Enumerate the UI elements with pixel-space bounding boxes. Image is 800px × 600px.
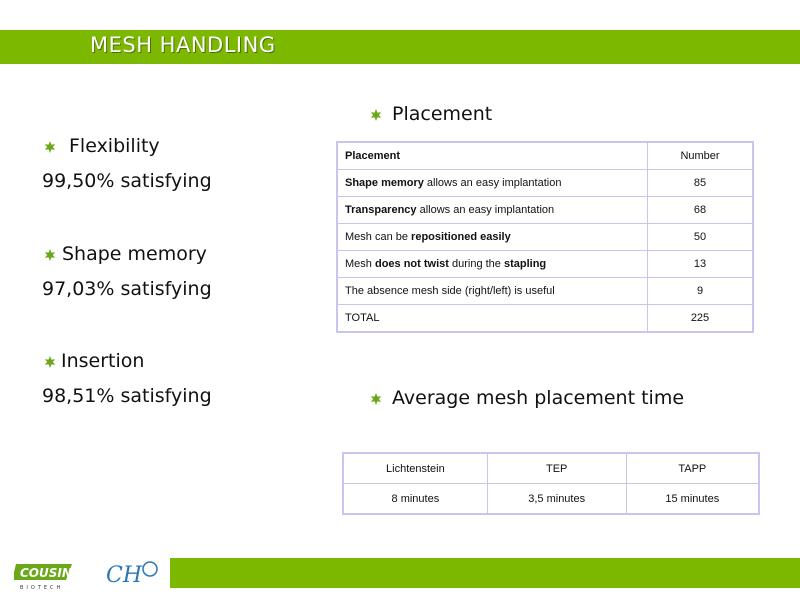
- footer-bar: [170, 558, 800, 588]
- star-bullet-icon: [370, 393, 382, 405]
- criterion-text: allows an easy implantation: [423, 177, 562, 189]
- star-bullet-icon: [44, 141, 56, 153]
- total-row: [337, 305, 753, 333]
- criterion-text: stapling: [503, 258, 547, 270]
- table-cell: 15 minutes: [626, 484, 759, 515]
- criterion-text: does not twist: [374, 258, 449, 270]
- criterion-text: Mesh: [345, 258, 375, 270]
- insertion-heading: Insertion: [44, 350, 212, 372]
- table-row: [337, 251, 753, 278]
- table-cell: 8 minutes: [343, 484, 487, 515]
- criterion-cell: [337, 197, 648, 224]
- criterion-text: The absence mesh side (right/left) is useful: [345, 285, 555, 297]
- table-row: [343, 484, 759, 515]
- star-bullet-icon: [44, 249, 56, 261]
- flexibility-heading: Flexibility: [44, 135, 212, 157]
- table-row: [337, 278, 753, 305]
- title-bar: [0, 30, 800, 64]
- criterion-cell: [337, 170, 648, 197]
- number-cell: 85: [648, 170, 754, 197]
- total-value: 225: [648, 305, 754, 333]
- table-header-row: [343, 453, 759, 484]
- company-logo: [14, 556, 164, 592]
- flexibility-block: [44, 135, 212, 192]
- number-cell: 50: [648, 224, 754, 251]
- shape-memory-block: [44, 243, 212, 300]
- star-bullet-icon: [44, 356, 56, 368]
- criterion-text: Shape memory: [345, 177, 424, 189]
- placement-heading: Placement: [370, 103, 492, 125]
- criterion-text: during the: [448, 258, 504, 270]
- shape-memory-heading: Shape memory: [44, 243, 212, 265]
- logo-sub-text: BIOTECH: [20, 585, 64, 591]
- insertion-value: 98,51% satisfying: [42, 385, 212, 407]
- placement-time-table: [342, 452, 760, 515]
- criterion-text: repositioned easily: [411, 231, 511, 243]
- table-header-cell: Lichtenstein: [343, 453, 487, 484]
- logo-mark-text: CH: [106, 563, 143, 588]
- table-header-cell: Number: [648, 142, 754, 170]
- table-row: [337, 197, 753, 224]
- criterion-cell: [337, 224, 648, 251]
- insertion-block: [44, 350, 212, 407]
- flexibility-value: 99,50% satisfying: [42, 170, 212, 192]
- table-header-cell: TEP: [487, 453, 626, 484]
- number-cell: 68: [648, 197, 754, 224]
- table-header-cell: TAPP: [626, 453, 759, 484]
- slide-title: MESH HANDLING: [90, 33, 276, 57]
- criterion-cell: [337, 278, 648, 305]
- criterion-text: Transparency: [345, 204, 417, 216]
- shape-memory-value: 97,03% satisfying: [42, 278, 212, 300]
- table-row: [337, 224, 753, 251]
- table-cell: 3,5 minutes: [487, 484, 626, 515]
- criterion-cell: [337, 251, 648, 278]
- total-label: TOTAL: [337, 305, 648, 333]
- star-bullet-icon: [370, 109, 382, 121]
- number-cell: 13: [648, 251, 754, 278]
- placement-table: [336, 141, 754, 333]
- table-row: [337, 170, 753, 197]
- table-header-row: [337, 142, 753, 170]
- criterion-text: allows an easy implantation: [416, 204, 555, 216]
- table-header-cell: Placement: [337, 142, 648, 170]
- number-cell: 9: [648, 278, 754, 305]
- average-time-heading: Average mesh placement time: [370, 387, 684, 409]
- logo-brand-text: COUSIN: [20, 566, 72, 580]
- criterion-text: Mesh can be: [345, 231, 412, 243]
